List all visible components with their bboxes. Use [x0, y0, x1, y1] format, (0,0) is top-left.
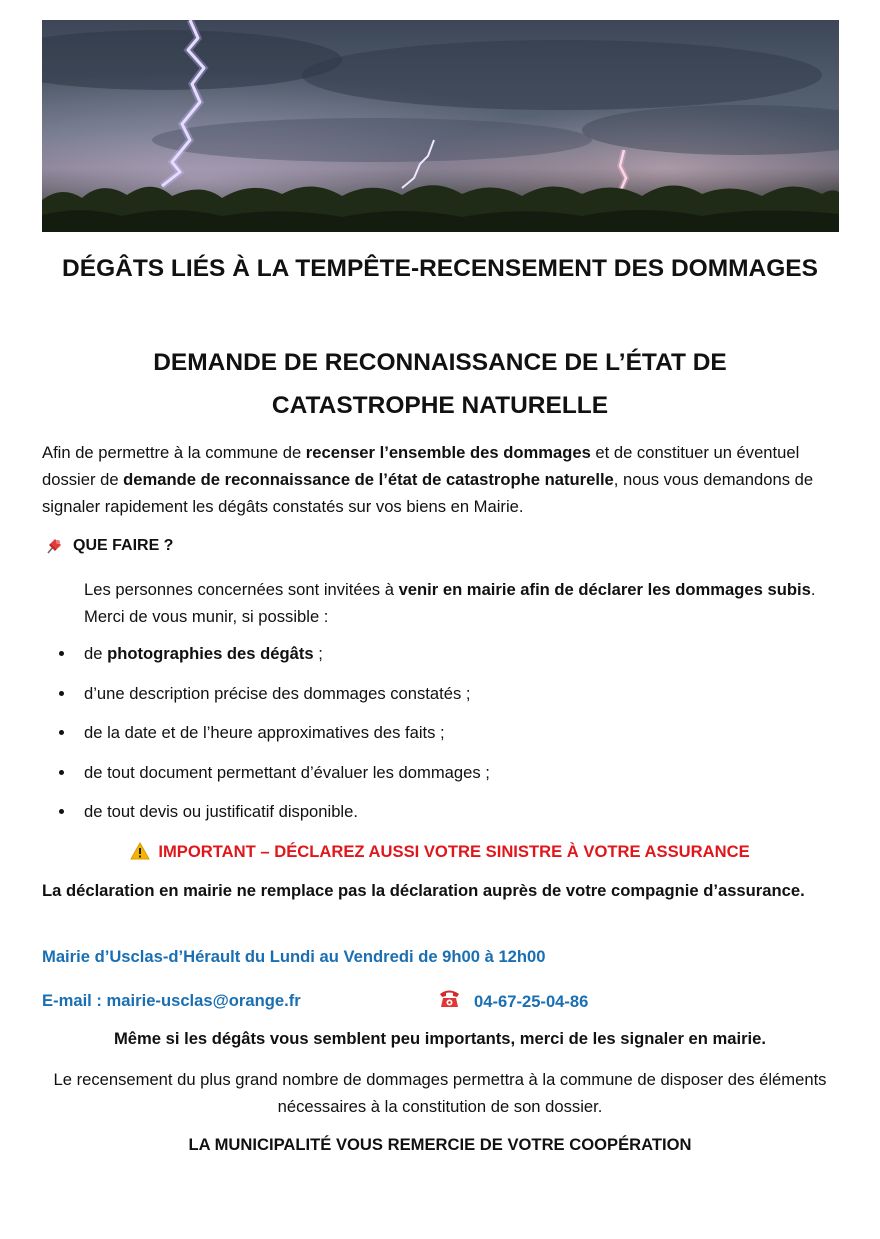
list-item: de photographies des dégâts ;: [0, 640, 880, 680]
signal-reminder: Même si les dégâts vous semblent peu importants, merci de les signaler en mairie.: [113, 1029, 766, 1048]
list-item: d’une description précise des dommages constatés ;: [0, 680, 880, 720]
list-item: de la date et de l’heure approximatives des faits ;: [0, 719, 880, 759]
lightning-storm-photo: [42, 20, 839, 232]
important-notice: [0, 838, 880, 865]
email-link[interactable]: E-mail : mairie-usclas@orange.fr: [42, 991, 301, 1010]
telephone-icon: [437, 987, 462, 1009]
section-heading-label: QUE FAIRE ?: [73, 537, 174, 554]
intro-paragraph: Afin de permettre à la commune de recenser l’ensemble des dommages et de constituer un éventuel dossier de demande de reconnaissance de l’état de catastrophe naturelle, nous vous demandons de signaler rapidement les dégâts constatés sur vos biens en Mairie.: [42, 443, 814, 516]
documents-list: [0, 640, 880, 838]
section-heading: [44, 536, 173, 556]
invite-paragraph: Les personnes concernées sont invitées à venir en mairie afin de déclarer les dommages subis. Merci de vous munir, si possible :: [84, 580, 816, 626]
mairie-hours: Mairie d’Usclas-d’Hérault du Lundi au Vendredi de 9h00 à 12h00: [42, 947, 546, 966]
list-item: de tout devis ou justificatif disponible.: [0, 798, 880, 838]
declaration-note: La déclaration en mairie ne remplace pas la déclaration auprès de votre compagnie d’assurance.: [42, 881, 805, 900]
thanks-line: LA MUNICIPALITÉ VOUS REMERCIE DE VOTRE COOPÉRATION: [188, 1135, 692, 1154]
important-text: IMPORTANT – DÉCLAREZ AUSSI VOTRE SINISTRE À VOTRE ASSURANCE: [158, 842, 750, 861]
pushpin-icon: [44, 536, 64, 556]
subtitle: DEMANDE DE RECONNAISSANCE DE L’ÉTAT DE CATASTROPHE NATURELLE: [153, 349, 727, 419]
phone-contact[interactable]: [437, 980, 588, 1015]
list-item: de tout document permettant d’évaluer les dommages ;: [0, 759, 880, 799]
storm-banner-image: [42, 20, 839, 232]
main-title: DÉGÂTS LIÉS À LA TEMPÊTE-RECENSEMENT DES DOMMAGES: [62, 255, 818, 282]
warning-icon: [130, 842, 150, 860]
census-explanation: Le recensement du plus grand nombre de dommages permettra à la commune de disposer des éléments nécessaires à la constitution de son dossier.: [53, 1070, 827, 1116]
phone-number: 04-67-25-04-86: [474, 992, 589, 1011]
